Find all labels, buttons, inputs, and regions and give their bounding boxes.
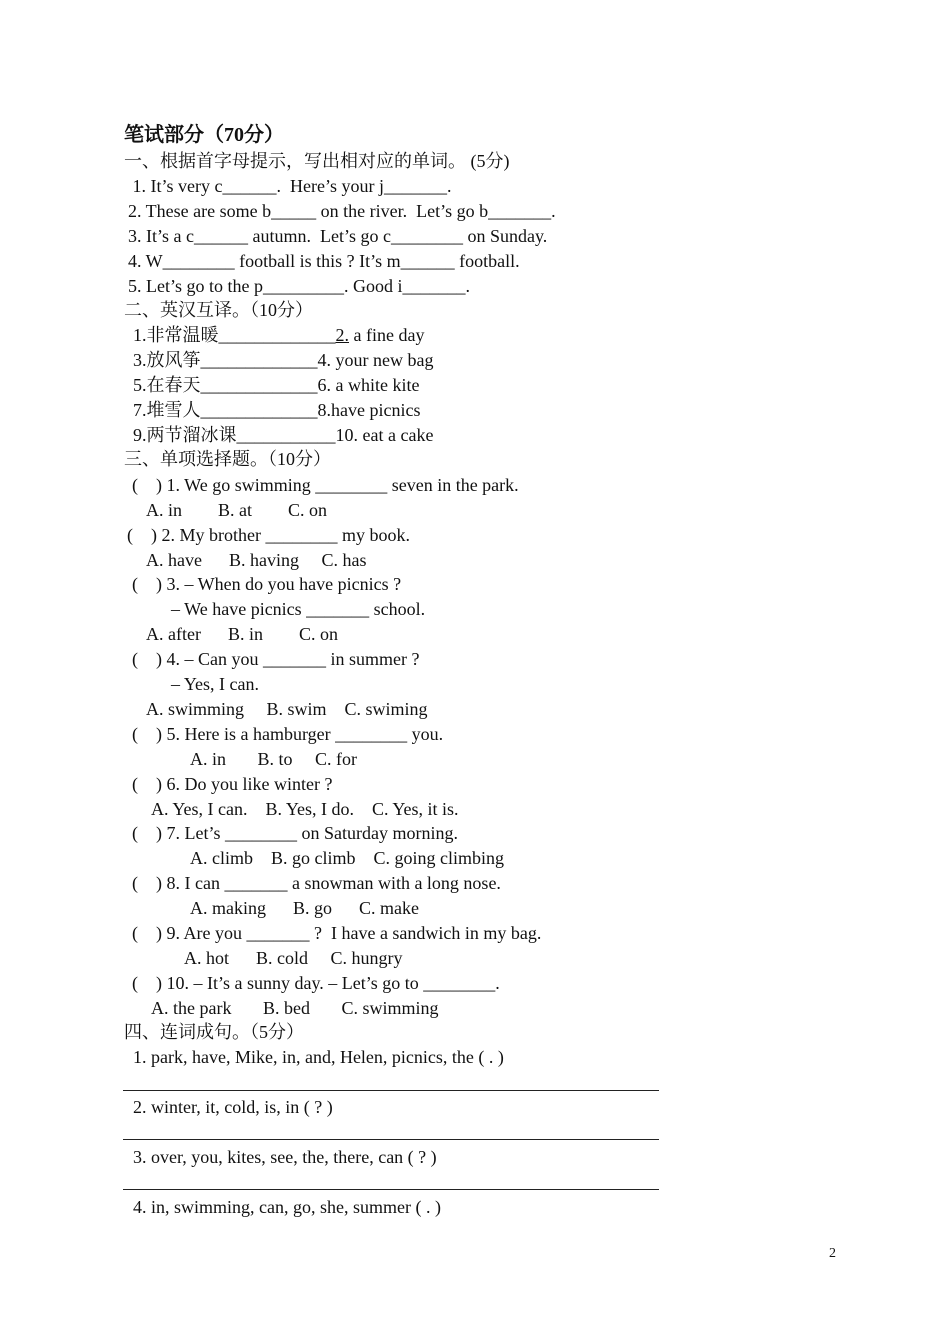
question: ( ) 7. Let’s ________ on Saturday morning. — [132, 823, 458, 843]
translation-item — [133, 324, 424, 346]
section1-line: 5. Let’s go to the p_________. Good i_______. — [128, 276, 470, 296]
translation-right: a white kite — [331, 375, 420, 395]
answer-options: A. after B. in C. on — [146, 624, 338, 644]
answer-options: A. have B. having C. has — [146, 550, 367, 570]
question: ( ) 2. My brother ________ my book. — [127, 525, 410, 545]
page-number: 2 — [829, 1246, 836, 1261]
translation-item — [133, 424, 433, 446]
sentence-prompt: 1. park, have, Mike, in, and, Helen, picnics, the ( . ) — [133, 1047, 504, 1067]
answer-options: A. the park B. bed C. swimming — [151, 998, 439, 1018]
translation-number: 6. — [317, 375, 331, 395]
section1-line: 2. These are some b_____ on the river. Let’s go b_______. — [128, 201, 556, 221]
section2-header: 二、英汉互译。（10分） — [124, 300, 313, 320]
translation-left: 7.堆雪人_____________ — [133, 400, 318, 420]
translation-left: 1.非常温暖_____________ — [133, 325, 336, 345]
question-response: – We have picnics _______ school. — [171, 599, 426, 619]
section1-line: 4. W________ football is this ? It’s m______ football. — [128, 251, 520, 271]
translation-number: 10. — [335, 425, 358, 445]
answer-options: A. hot B. cold C. hungry — [184, 948, 403, 968]
answer-line — [123, 1090, 659, 1091]
translation-number: 2. — [335, 325, 349, 345]
sentence-prompt: 3. over, you, kites, see, the, there, can ( ? ) — [133, 1147, 437, 1167]
translation-item — [133, 374, 419, 396]
translation-right: eat a cake — [358, 425, 434, 445]
translation-left: 3.放风筝_____________ — [133, 350, 318, 370]
answer-options: A. climb B. go climb C. going climbing — [190, 848, 504, 868]
translation-left: 9.两节溜冰课___________ — [133, 425, 336, 445]
answer-options: A. Yes, I can. B. Yes, I do. C. Yes, it is. — [151, 799, 459, 819]
translation-number: 4. — [317, 350, 331, 370]
question: ( ) 4. – Can you _______ in summer ? — [132, 649, 420, 669]
section3-header: 三、单项选择题。（10分） — [124, 449, 331, 469]
section4-header: 四、连词成句。（5分） — [124, 1022, 304, 1042]
translation-item — [133, 349, 433, 371]
answer-options: A. in B. at C. on — [146, 500, 328, 520]
translation-number: 8. — [317, 400, 331, 420]
page-title: 笔试部分（70分） — [124, 124, 284, 146]
answer-line — [123, 1139, 659, 1140]
sentence-prompt: 4. in, swimming, can, go, she, summer ( . ) — [133, 1197, 441, 1217]
question: ( ) 9. Are you _______ ? I have a sandwich in my bag. — [132, 923, 542, 943]
question: ( ) 10. – It’s a sunny day. – Let’s go to ________. — [132, 973, 500, 993]
question: ( ) 3. – When do you have picnics ? — [132, 574, 402, 594]
answer-options: A. making B. go C. make — [190, 898, 419, 918]
translation-right: have picnics — [331, 400, 421, 420]
question: ( ) 6. Do you like winter ? — [132, 774, 333, 794]
answer-options: A. in B. to C. for — [190, 749, 358, 769]
answer-options: A. swimming B. swim C. swiming — [146, 699, 428, 719]
answer-line — [123, 1189, 659, 1190]
question: ( ) 1. We go swimming ________ seven in the park. — [132, 475, 519, 495]
question: ( ) 5. Here is a hamburger ________ you. — [132, 724, 444, 744]
section1-line: 3. It’s a c______ autumn. Let’s go c________ on Sunday. — [128, 226, 548, 246]
question-response: – Yes, I can. — [171, 674, 259, 694]
translation-right: your new bag — [331, 350, 434, 370]
sentence-prompt: 2. winter, it, cold, is, in ( ? ) — [133, 1097, 333, 1117]
question: ( ) 8. I can _______ a snowman with a long nose. — [132, 873, 501, 893]
section1-line: 1. It’s very c______. Here’s your j_______. — [128, 176, 452, 196]
translation-left: 5.在春天_____________ — [133, 375, 318, 395]
translation-right: a fine day — [349, 325, 425, 345]
translation-item — [133, 399, 420, 421]
section1-header: 一、根据首字母提示，写出相对应的单词。 (5分) — [124, 151, 510, 171]
